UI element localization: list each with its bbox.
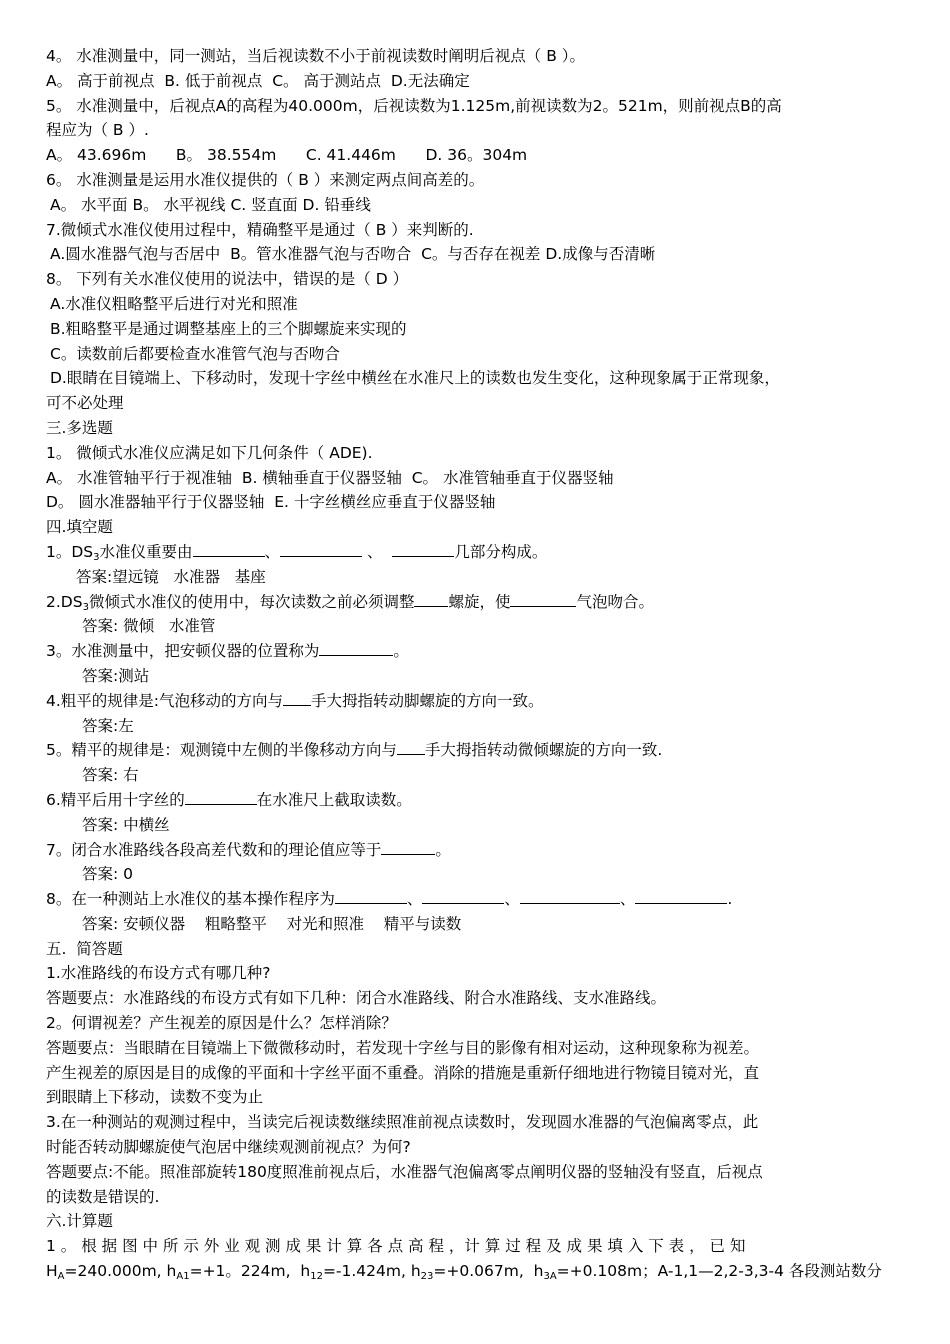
question-4: 4。 水准测量中，同一测站，当后视读数不小于前视读数时阐明后视点（ B ）。 bbox=[46, 47, 586, 65]
section-heading-multiple-choice: 三.多选题 bbox=[46, 418, 113, 437]
fill-2-answer: 答案: 微倾 水准管 bbox=[82, 617, 216, 636]
fill-8-blank-3 bbox=[520, 888, 620, 904]
fill-8-blank-2 bbox=[422, 888, 504, 904]
fill-5-end: 手大拇指转动微倾螺旋的方向一致. bbox=[424, 741, 663, 760]
short-answer-3-line1: 答题要点:不能。照准部旋转180度照准前视点后，水准器气泡偏离零点阐明仪器的竖轴没有竖直，后视点 bbox=[46, 1162, 763, 1181]
question-5-line2: 程应为（ B ）. bbox=[46, 121, 149, 140]
fill-question-3 bbox=[46, 639, 912, 664]
fill-4-end: 手大拇指转动脚螺旋的方向一致。 bbox=[311, 691, 544, 710]
fill-1-sep-2: 、 bbox=[362, 542, 388, 561]
calc-text-e: =+0.067m, h bbox=[433, 1262, 544, 1281]
fill-question-2 bbox=[46, 590, 912, 615]
fill-8-end: . bbox=[727, 890, 733, 909]
question-8-option-d-line1: D.眼睛在目镜端上、下移动时，发现十字丝中横丝在水准尺上的读数也发生变化，这种现象属于正常现象， bbox=[50, 369, 780, 388]
fill-8-sep-2: 、 bbox=[504, 890, 520, 909]
fill-8-sep-1: 、 bbox=[406, 890, 423, 909]
multi-question-1-options-line1: A。 水准管轴平行于视准轴 B. 横轴垂直于仪器竖轴 C。 水准管轴垂直于仪器竖轴 bbox=[46, 468, 614, 487]
calc-text-f: =+0.108m；A-1,1—2,2-3,3-4 各段测站数分 bbox=[556, 1262, 882, 1281]
question-8-option-d-line2: 可不必处理 bbox=[46, 394, 124, 413]
fill-2-blank-2 bbox=[510, 591, 576, 607]
short-answer-2-line3: 到眼睛上下移动，读数不变为止 bbox=[46, 1088, 264, 1107]
fill-5-blank bbox=[397, 739, 425, 755]
fill-1-answer: 答案:望远镜 水准器 基座 bbox=[76, 567, 266, 586]
fill-1-prefix: 1。DS bbox=[46, 542, 94, 561]
fill-1-blank-1 bbox=[193, 541, 265, 557]
fill-5-text: 5。精平的规律是：观测镜中左侧的半像移动方向与 bbox=[46, 741, 397, 760]
calc-sub-e: 3A bbox=[543, 1271, 557, 1283]
fill-3-text: 3。水准测量中，把安顿仪器的位置称为 bbox=[46, 642, 320, 661]
question-8-option-b: B.粗略整平是通过调整基座上的三个脚螺旋来实现的 bbox=[50, 319, 407, 338]
calc-sub-d: 23 bbox=[420, 1271, 434, 1283]
question-8-option-c: C。读数前后都要检查水准管气泡与否吻合 bbox=[50, 344, 340, 363]
short-answer-1: 答题要点：水准路线的布设方式有如下几种：闭合水准路线、附合水准路线、支水准路线。 bbox=[46, 989, 667, 1008]
question-4-options: A。 高于前视点 B. 低于前视点 C。 高于测站点 D.无法确定 bbox=[46, 71, 470, 90]
fill-4-answer: 答案:左 bbox=[82, 716, 134, 735]
calc-question-1-line1: 1 。 根 据 图 中 所 示 外 业 观 测 成 果 计 算 各 点 高 程 ，计 算 过 程 及 成 果 填 入 下 表 ， 已 知 bbox=[46, 1237, 746, 1256]
fill-4-text: 4.粗平的规律是:气泡移动的方向与 bbox=[46, 691, 284, 710]
fill-8-answer: 答案: 安顿仪器 粗略整平 对光和照准 精平与读数 bbox=[82, 914, 462, 933]
calc-question-1-line2 bbox=[46, 1259, 912, 1284]
question-7: 7.微倾式水准仪使用过程中，精确整平是通过（ B ）来判断的. bbox=[46, 220, 474, 239]
fill-2-end: 气泡吻合。 bbox=[576, 592, 654, 611]
fill-1-blank-3 bbox=[392, 541, 454, 557]
question-7-options: A.圆水准器气泡与否居中 B。管水准器气泡与否吻合 C。与否存在视差 D.成像与否清晰 bbox=[50, 245, 656, 264]
calc-text-d: =-1.424m, h bbox=[322, 1262, 421, 1281]
short-answer-2-line2: 产生视差的原因是目的成像的平面和十字丝平面不重叠。消除的措施是重新仔细地进行物镜目镜对光，直 bbox=[46, 1063, 760, 1082]
fill-1-subscript: 3 bbox=[93, 551, 100, 563]
fill-question-4 bbox=[46, 689, 912, 714]
calc-h: H bbox=[46, 1262, 58, 1281]
question-8: 8。 下列有关水准仪使用的说法中，错误的是（ D ） bbox=[46, 270, 409, 289]
fill-1-sep-1: 、 bbox=[264, 542, 281, 561]
fill-question-6 bbox=[46, 788, 912, 813]
short-answer-3-line2: 的读数是错误的. bbox=[46, 1187, 160, 1206]
fill-8-blank-4 bbox=[635, 888, 727, 904]
fill-8-sep-3: 、 bbox=[619, 890, 636, 909]
fill-6-end: 在水准尺上截取读数。 bbox=[256, 790, 412, 809]
question-6-options: A。 水平面 B。 水平视线 C. 竖直面 D. 铅垂线 bbox=[50, 195, 371, 214]
fill-7-end: 。 bbox=[435, 840, 451, 859]
question-5-options: A。 43.696m B。 38.554m C. 41.446m D. 36。304m bbox=[46, 146, 528, 165]
calc-sub-b: A1 bbox=[176, 1271, 190, 1283]
multi-question-1: 1。 微倾式水准仪应满足如下几何条件（ ADE). bbox=[46, 443, 373, 462]
fill-2-subscript: 3 bbox=[82, 601, 89, 613]
fill-question-1 bbox=[46, 540, 912, 565]
fill-2-text-2: 螺旋，使 bbox=[448, 592, 511, 611]
fill-1-text: 水准仪重要由 bbox=[99, 542, 193, 561]
fill-question-8 bbox=[46, 887, 912, 912]
fill-8-text: 8。在一种测站上水准仪的基本操作程序为 bbox=[46, 890, 335, 909]
short-question-1: 1.水准路线的布设方式有哪几种? bbox=[46, 964, 271, 983]
fill-1-blank-2 bbox=[280, 541, 362, 557]
multi-question-1-options-line2: D。 圆水准器轴平行于仪器竖轴 E. 十字丝横丝应垂直于仪器竖轴 bbox=[46, 493, 496, 512]
fill-2-prefix: 2.DS bbox=[46, 592, 83, 611]
fill-6-blank bbox=[185, 789, 257, 805]
section-heading-calculation: 六.计算题 bbox=[46, 1212, 113, 1231]
fill-1-end: 几部分构成。 bbox=[454, 542, 548, 561]
short-question-3-line2: 时能否转动脚螺旋使气泡居中继续观测前视点？为何? bbox=[46, 1138, 411, 1157]
fill-3-end: 。 bbox=[393, 642, 409, 661]
calc-sub-c: 12 bbox=[310, 1271, 323, 1283]
calc-h-sub: A bbox=[57, 1271, 65, 1283]
fill-2-text: 微倾式水准仪的使用中，每次读数之前必须调整 bbox=[88, 592, 415, 611]
fill-question-7 bbox=[46, 838, 912, 863]
question-8-option-a: A.水准仪粗略整平后进行对光和照准 bbox=[50, 294, 298, 313]
fill-3-answer: 答案:测站 bbox=[82, 666, 150, 685]
fill-6-text: 6.精平后用十字丝的 bbox=[46, 790, 185, 809]
fill-5-answer: 答案: 右 bbox=[82, 766, 139, 785]
calc-text-c: =+1。224m, h bbox=[189, 1262, 311, 1281]
fill-2-blank-1 bbox=[414, 591, 448, 607]
fill-8-blank-1 bbox=[335, 888, 407, 904]
short-question-3-line1: 3.在一种测站的观测过程中，当读完后视读数继续照准前视点读数时，发现圆水准器的气泡偏离零点，此 bbox=[46, 1113, 759, 1132]
question-5-line1: 5。 水准测量中，后视点A的高程为40.000m，后视读数为1.125m,前视读数为2。521m，则前视点B的高 bbox=[46, 96, 782, 115]
fill-question-5 bbox=[46, 738, 912, 763]
short-question-2: 2。何谓视差？产生视差的原因是什么？怎样消除？ bbox=[46, 1014, 397, 1033]
fill-6-answer: 答案: 中横丝 bbox=[82, 815, 170, 834]
fill-7-text: 7。闭合水准路线各段高差代数和的理论值应等于 bbox=[46, 840, 382, 859]
calc-text-b: =240.000m, h bbox=[64, 1262, 177, 1281]
question-6: 6。 水准测量是运用水准仪提供的（ B ）来测定两点间高差的。 bbox=[46, 170, 485, 189]
short-answer-2-line1: 答题要点：当眼睛在目镜端上下微微移动时，若发现十字丝与目的影像有相对运动，这种现象称为视差。 bbox=[46, 1038, 760, 1057]
fill-3-blank bbox=[319, 640, 393, 656]
section-heading-short-answer: 五. 简答题 bbox=[46, 939, 123, 958]
fill-4-blank bbox=[283, 690, 311, 706]
fill-7-blank bbox=[381, 839, 435, 855]
fill-7-answer: 答案: 0 bbox=[82, 865, 134, 884]
section-heading-fill-in: 四.填空题 bbox=[46, 518, 113, 537]
